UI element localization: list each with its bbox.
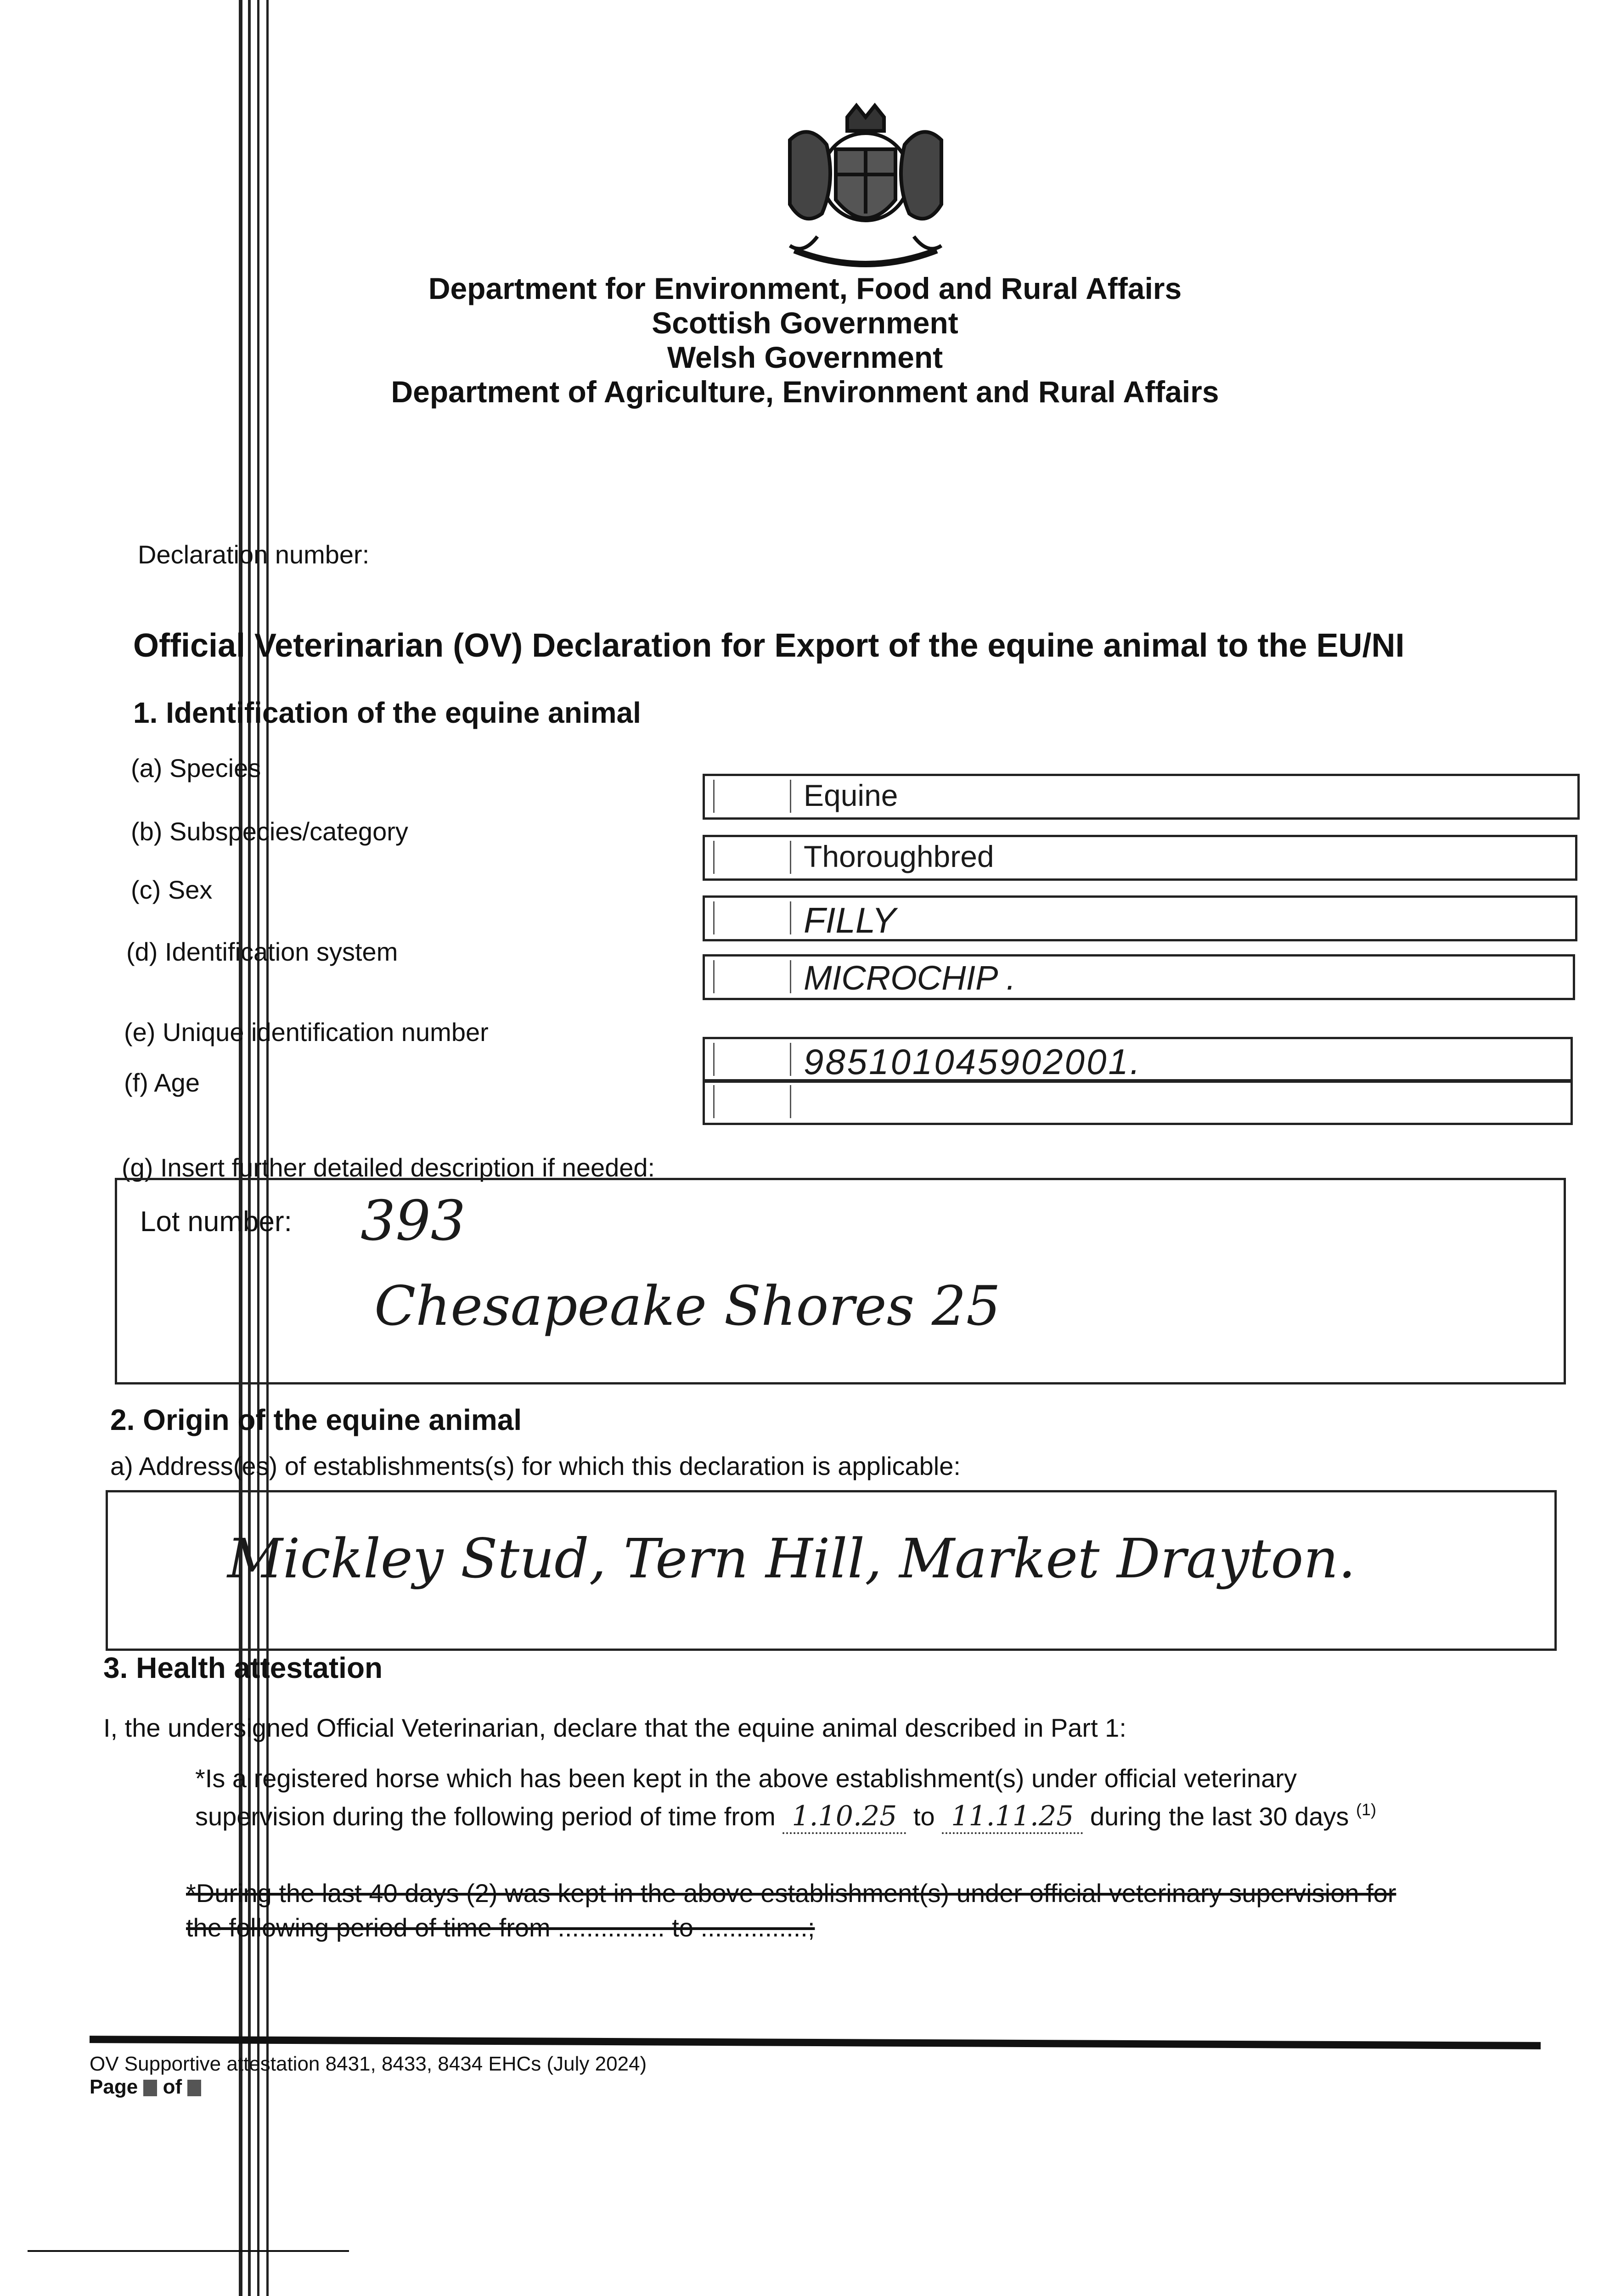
footer-attestation-ref: OV Supportive attestation 8431, 8433, 8434 EHCs (July 2024)	[90, 2053, 647, 2075]
uid-value: 985101045902001.	[804, 1041, 1142, 1082]
section1-heading: 1. Identification of the equine animal	[133, 696, 641, 729]
sex-label: (c) Sex	[131, 875, 213, 904]
struck-line2: the following period of time from ............... to ...............;	[186, 1913, 815, 1942]
footer-rule	[90, 2036, 1541, 2049]
subspecies-field	[703, 835, 1577, 881]
section2-heading: 2. Origin of the equine animal	[110, 1403, 522, 1436]
bottom-rule	[28, 2250, 349, 2252]
date-to-value: 11.11.25	[942, 1800, 1083, 1834]
address-value: Mickley Stud, Tern Hill, Market Drayton.	[227, 1527, 1356, 1590]
species-field	[703, 774, 1580, 820]
footer-page	[90, 2076, 201, 2099]
further-description-label: (g) Insert further detailed description if needed:	[122, 1153, 655, 1182]
date-from-value: 1.10.25	[782, 1800, 906, 1834]
address-label: a) Address(es) of establishments(s) for which this declaration is applicable:	[110, 1452, 961, 1480]
species-label: (a) Species	[131, 754, 261, 782]
attestation-intro: I, the undersigned Official Veterinarian, declare that the equine animal described in Part 1:	[103, 1713, 1126, 1742]
attestation-line1: *Is a registered horse which has been kept in the above establishment(s) under official veterinary	[195, 1764, 1297, 1793]
uid-label: (e) Unique identification number	[124, 1018, 489, 1047]
identification-system-value: MICROCHIP .	[804, 959, 1016, 997]
attestation-line2-post: during the last 30 days	[1090, 1802, 1349, 1831]
page-total-redacted	[187, 2080, 201, 2096]
age-field	[703, 1079, 1573, 1125]
address-box	[106, 1490, 1557, 1651]
page-number-redacted	[143, 2080, 157, 2096]
section3-heading: 3. Health attestation	[103, 1651, 383, 1684]
footnote-ref: (1)	[1356, 1800, 1376, 1819]
struck-line1: *During the last 40 days (2) was kept in the above establishment(s) under official veterinary supervision for	[186, 1879, 1396, 1908]
header-line-scottish: Scottish Government	[652, 306, 958, 340]
description-value: Chesapeake Shores 25	[374, 1274, 1001, 1338]
header-line-defra: Department for Environment, Food and Rural Affairs	[428, 271, 1182, 305]
age-label: (f) Age	[124, 1068, 200, 1097]
attestation-line2-pre: supervision during the following period of time from	[195, 1802, 776, 1831]
lot-number-label: Lot number:	[140, 1206, 292, 1238]
species-value: Equine	[804, 778, 898, 812]
sex-field	[703, 895, 1577, 941]
attestation-line2-mid: to	[913, 1802, 935, 1831]
description-box	[115, 1178, 1566, 1384]
declaration-number-label: Declaration number:	[138, 540, 370, 569]
identification-system-label: (d) Identification system	[126, 937, 398, 966]
sex-value: FILLY	[804, 900, 896, 940]
footer-page-of: of	[163, 2076, 182, 2098]
page-title: Official Veterinarian (OV) Declaration for Export of the equine animal to the EU/NI	[133, 627, 1405, 664]
footer-page-label: Page	[90, 2076, 138, 2098]
subspecies-label: (b) Subspecies/category	[131, 817, 408, 846]
identification-system-field	[703, 954, 1575, 1000]
lot-number-value: 393	[360, 1189, 466, 1253]
royal-crest-icon	[762, 99, 969, 282]
header-line-welsh: Welsh Government	[667, 340, 943, 374]
subspecies-value: Thoroughbred	[804, 839, 994, 873]
attestation-line2	[195, 1800, 1376, 1832]
uid-field	[703, 1037, 1573, 1083]
header-line-daera: Department of Agriculture, Environment and Rural Affairs	[391, 375, 1219, 409]
